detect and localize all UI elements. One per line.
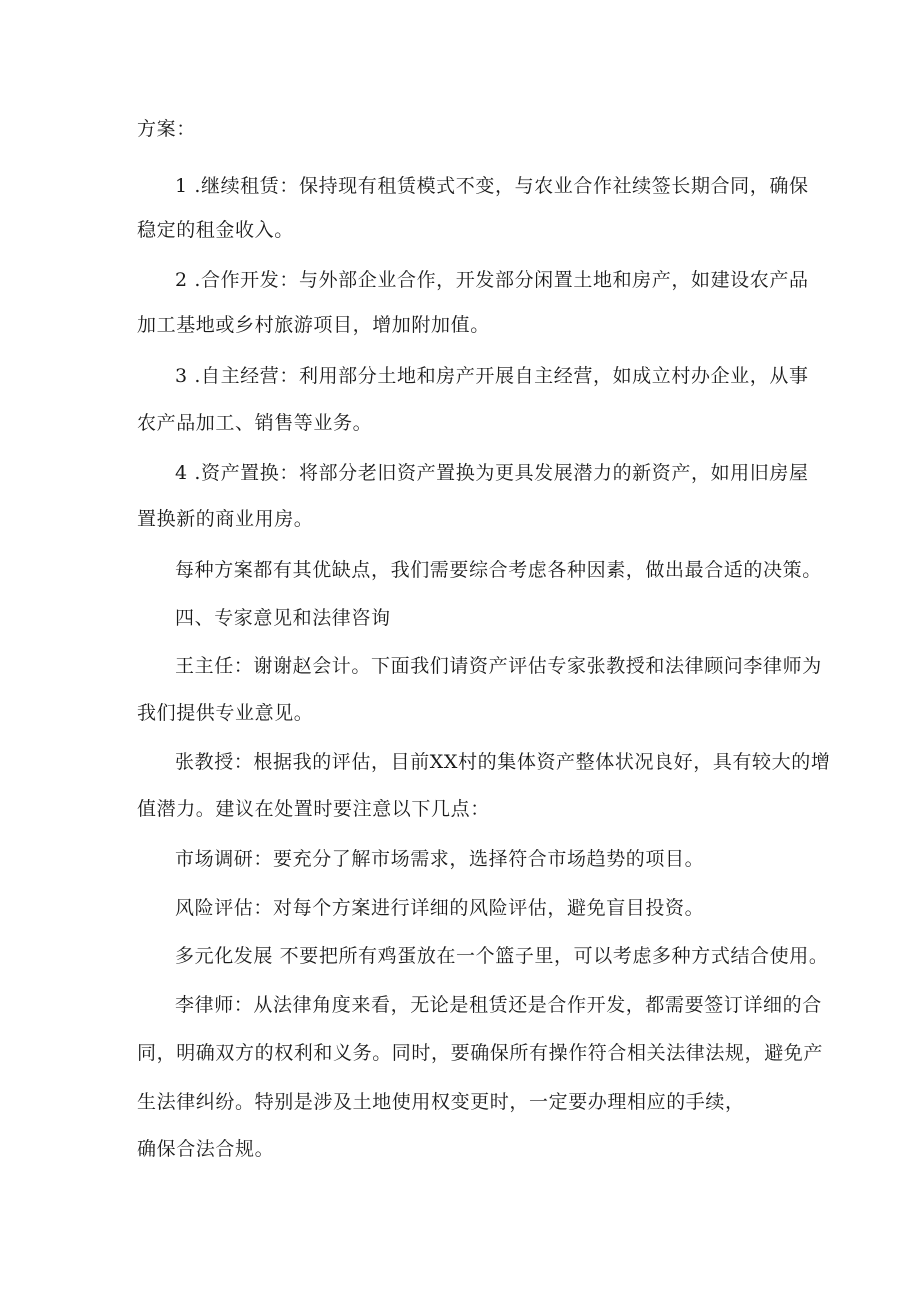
text-line: 加工基地或乡村旅游项目，增加附加值。 [137, 314, 490, 336]
text-line: 稳定的租金收入。 [137, 219, 294, 241]
text-line: 农产品加工、销售等业务。 [137, 412, 373, 434]
text-line: 4 .资产置换：将部分老旧资产置换为更具发展潜力的新资产，如用旧房屋 [175, 462, 809, 484]
text-line: 值潜力。建议在处置时要注意以下几点： [137, 798, 490, 820]
section-heading: 四、专家意见和法律咨询 [175, 607, 391, 629]
text-line: 1 .继续租赁：保持现有租赁模式不变，与农业合作社续签长期合同，确保 [175, 175, 809, 197]
text-line: 确保合法合规。 [137, 1138, 275, 1160]
text-line: 每种方案都有其优缺点，我们需要综合考虑各种因素，做出最合适的决策。 [175, 559, 822, 581]
text-line: 市场调研：要充分了解市场需求，选择符合市场趋势的项目。 [175, 848, 705, 870]
text-line: 张教授：根据我的评估，目前XX村的集体资产整体状况良好，具有较大的增 [175, 751, 831, 773]
text-line: 王主任：谢谢赵会计。下面我们请资产评估专家张教授和法律顾问李律师为 [175, 655, 822, 677]
text-line: 风险评估：对每个方案进行详细的风险评估，避免盲目投资。 [175, 897, 705, 919]
text-line: 生法律纠纷。特别是涉及土地使用权变更时，一定要办理相应的手续， [137, 1091, 745, 1113]
text-line: 2 .合作开发：与外部企业合作，开发部分闲置土地和房产，如建设农产品 [175, 269, 809, 291]
text-line: 李律师：从法律角度来看，无论是租赁还是合作开发，都需要签订详细的合 [175, 994, 822, 1016]
text-line: 同，明确双方的权利和义务。同时，要确保所有操作符合相关法律法规，避免产 [137, 1042, 824, 1064]
text-line: 3 .自主经营：利用部分土地和房产开展自主经营，如成立村办企业，从事 [175, 365, 809, 387]
text-line: 多元化发展 不要把所有鸡蛋放在一个篮子里，可以考虑多种方式结合使用。 [175, 945, 829, 967]
text-line: 方案： [137, 118, 196, 140]
text-line: 我们提供专业意见。 [137, 702, 314, 724]
text-line: 置换新的商业用房。 [137, 508, 314, 530]
